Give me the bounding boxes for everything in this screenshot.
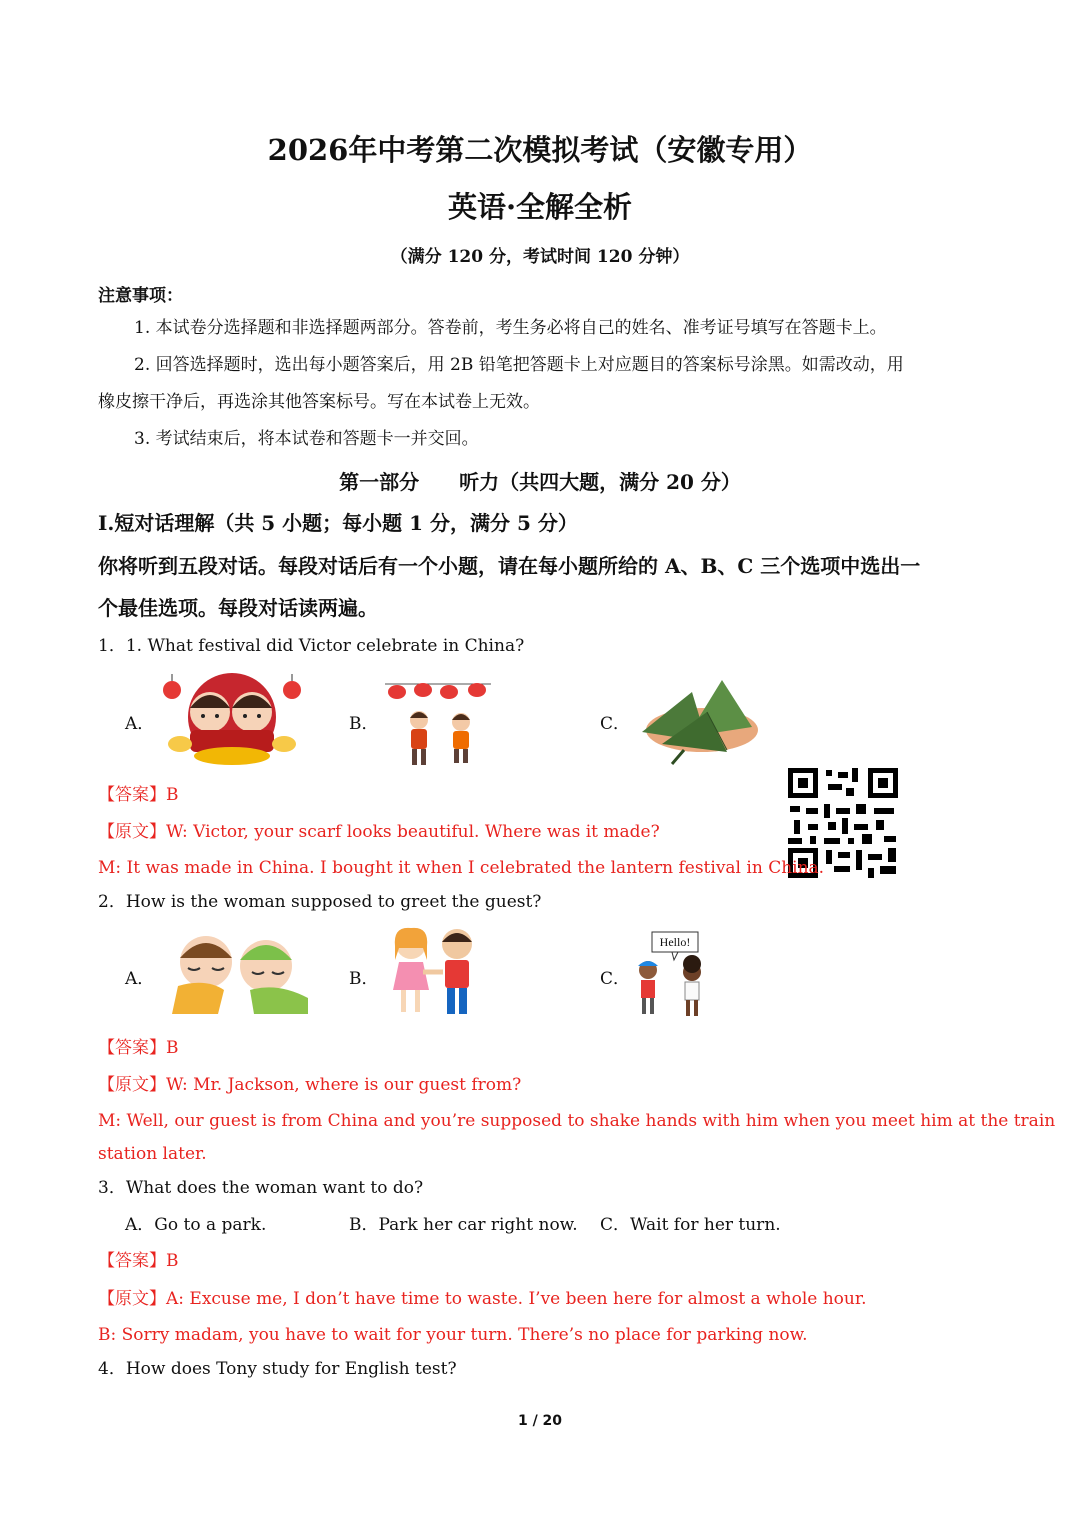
q2-transcript-text-1: W: Mr. Jackson, where is our guest from? xyxy=(166,1075,522,1095)
page-number: 1 / 20 xyxy=(517,1413,563,1429)
q3-transcript-line-2: B: Sorry madam, you have to wait for your turn. There’s no place for parking now. xyxy=(98,1325,808,1345)
q3-option-a: A．Go to a park. xyxy=(125,1215,267,1235)
q1-transcript-line-1 xyxy=(98,821,660,843)
q2-hello-bubble-text: Hello! xyxy=(659,935,691,949)
q2-option-b-handshake-image xyxy=(383,926,483,1020)
q2-option-b-label: B． xyxy=(349,969,379,989)
note-item-3: 3. 考试结束后，将本试卷和答题卡一并交回。 xyxy=(134,429,479,449)
note-item-1: 1. 本试卷分选择题和非选择题两部分。答卷前，考生务必将自己的姓名、准考证号填写在答题卡上。 xyxy=(134,318,887,338)
q2-option-a-label: A． xyxy=(125,969,155,989)
q1-transcript-tag: 【原文】 xyxy=(98,822,166,842)
q3-option-b: B．Park her car right now. xyxy=(349,1215,578,1235)
q1-option-a-label: A． xyxy=(125,714,155,734)
q1-answer: 【答案】B xyxy=(98,785,179,805)
q3-transcript-text-1: A: Excuse me, I don’t have time to waste. I’ve been here for almost a whole hour. xyxy=(166,1289,867,1309)
q3-transcript-tag: 【原文】 xyxy=(98,1289,166,1309)
q1-option-b-lantern-image xyxy=(383,676,493,768)
note-item-2b: 橡皮擦干净后，再选涂其他答案标号。写在本试卷上无效。 xyxy=(98,392,540,412)
section-instruction-2: 个最佳选项。每段对话读两遍。 xyxy=(98,596,378,620)
q2-option-c-label: C． xyxy=(600,969,631,989)
exam-meta: （满分 120 分，考试时间 120 分钟） xyxy=(390,247,690,267)
section-title: I.短对话理解（共 5 小题；每小题 1 分，满分 5 分） xyxy=(98,511,578,535)
q1-option-b-label: B． xyxy=(349,714,379,734)
q2-transcript-line-2: M: Well, our guest is from China and you’re supposed to shake hands with him when you meet him at the train xyxy=(98,1111,1056,1131)
section-instruction-1: 你将听到五段对话。每段对话后有一个小题，请在每小题所给的 A、B、C 三个选项中选出一 xyxy=(98,554,921,578)
part-heading: 第一部分 听力（共四大题，满分 20 分） xyxy=(339,470,741,494)
q2-option-a-bowing-image xyxy=(158,928,314,1014)
q3-option-c: C．Wait for her turn. xyxy=(600,1215,781,1235)
q2-option-c-hello-image xyxy=(632,930,722,1018)
q3-stem: 3．What does the woman want to do? xyxy=(98,1178,424,1198)
q3-transcript-line-1 xyxy=(98,1288,867,1310)
exam-subtitle: 英语·全解全析 xyxy=(447,190,633,224)
q2-stem: 2．How is the woman supposed to greet the guest? xyxy=(98,892,542,912)
q1-option-c-zongzi-image xyxy=(632,672,762,767)
q2-transcript-tag: 【原文】 xyxy=(98,1075,166,1095)
note-item-2a: 2. 回答选择题时，选出每小题答案后，用 2B 铅笔把答题卡上对应题目的答案标号涂黑。如需改动，用 xyxy=(134,355,904,375)
q2-transcript-line-3: station later. xyxy=(98,1144,207,1164)
q1-stem: 1．1. What festival did Victor celebrate in China? xyxy=(98,636,525,656)
exam-title: 2026年中考第二次模拟考试（安徽专用） xyxy=(267,133,813,167)
q1-option-c-label: C． xyxy=(600,714,631,734)
q2-transcript-line-1 xyxy=(98,1074,521,1096)
q3-answer: 【答案】B xyxy=(98,1251,179,1271)
q1-transcript-line-2: M: It was made in China. I bought it when I celebrated the lantern festival in China. xyxy=(98,858,825,878)
q2-answer: 【答案】B xyxy=(98,1038,179,1058)
q1-option-a-spring-festival-image xyxy=(160,672,305,767)
notes-heading: 注意事项： xyxy=(98,286,183,306)
q4-stem: 4．How does Tony study for English test? xyxy=(98,1359,457,1379)
q1-transcript-text-1: W: Victor, your scarf looks beautiful. Where was it made? xyxy=(166,822,660,842)
